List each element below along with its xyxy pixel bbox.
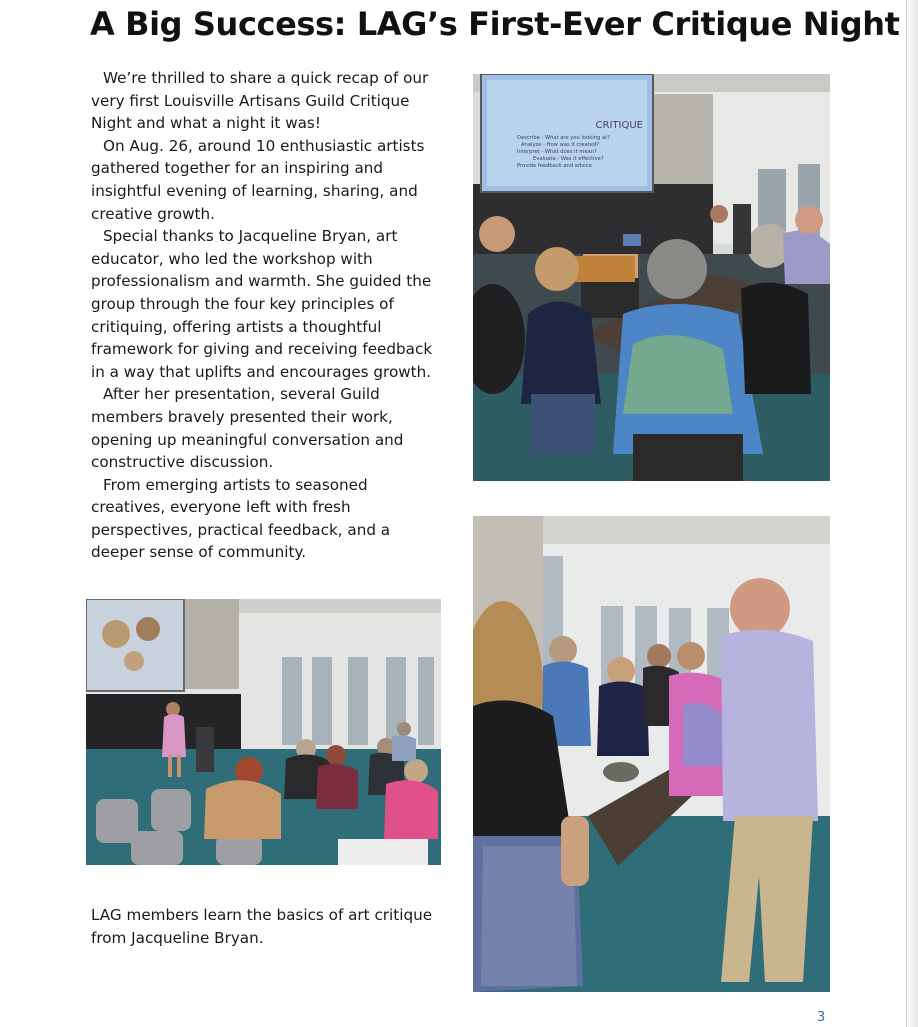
article-paragraph: We’re thrilled to share a quick recap of our very first Louisville Artisans Guild Critique Night and what a night it was! <box>91 69 429 133</box>
article-title: A Big Success: LAG’s First-Ever Critique Night <box>90 5 900 43</box>
article-paragraph: Special thanks to Jacqueline Bryan, art educator, who led the workshop with professionalism and warmth. She guided the group through the four key principles of critiquing, offering artists a thoughtful framework for giving and receiving feedback in a way that uplifts and encourages growth. <box>91 227 433 381</box>
article-body <box>91 67 441 564</box>
article-paragraph: On Aug. 26, around 10 enthusiastic artists gathered together for an inspiring and insightful evening of learning, sharing, and creative growth. <box>91 136 425 223</box>
photo-caption: LAG members learn the basics of art critique from Jacqueline Bryan. <box>91 906 433 947</box>
article-paragraph: After her presentation, several Guild members bravely presented their work, opening up meaningful conversation and constructive discussion. <box>91 385 404 472</box>
photo-critique-group <box>473 74 830 481</box>
slide-title: CRITIQUE <box>595 120 643 131</box>
slide-line: Interpret - What does it mean? <box>517 149 597 155</box>
page-edge <box>906 0 918 1027</box>
slide-line: Analyze - How was it created? <box>521 142 599 148</box>
slide-line: Provide feedback and advice <box>517 163 592 169</box>
photo-presentation <box>86 599 441 865</box>
photo-members-reviewing <box>473 516 830 992</box>
slide-line: Describe - What are you looking at? <box>517 135 610 141</box>
article-paragraph: From emerging artists to seasoned creatives, everyone left with fresh perspectives, practical feedback, and a deeper sense of community. <box>91 475 391 562</box>
slide-line: Evaluate - Was it effective? <box>533 156 604 162</box>
page-number: 3 <box>817 1010 826 1025</box>
